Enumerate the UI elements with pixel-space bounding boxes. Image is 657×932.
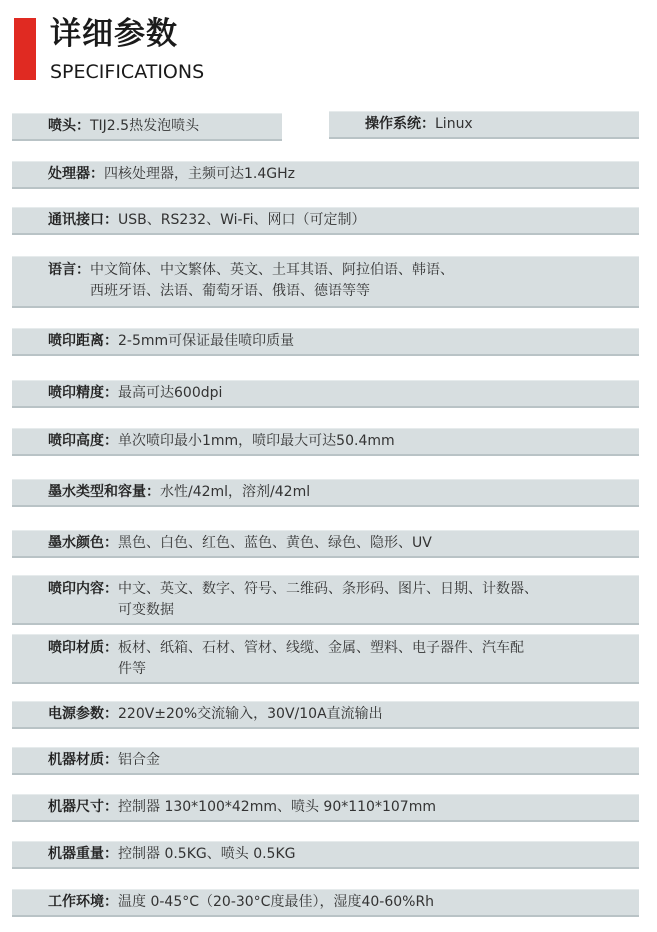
spec-row-environment xyxy=(12,889,639,917)
spec-value: USB、RS232、Wi-Fi、网口（可定制） xyxy=(118,212,366,228)
spec-value-line: 西班牙语、法语、葡萄牙语、俄语、德语等等 xyxy=(90,283,370,299)
spec-value xyxy=(118,579,538,621)
spec-value: 黑色、白色、红色、蓝色、黄色、绿色、隐形、UV xyxy=(118,535,432,551)
spec-label: 机器尺寸： xyxy=(48,799,118,815)
spec-row-language xyxy=(12,256,639,308)
spec-label: 电源参数： xyxy=(48,706,118,722)
spec-value xyxy=(90,260,454,302)
spec-value-line: 可变数据 xyxy=(118,602,174,618)
spec-row-print-precision xyxy=(12,380,639,408)
spec-value: 水性/42ml，溶剂/42ml xyxy=(160,484,311,500)
spec-row-machine-weight xyxy=(12,841,639,869)
spec-row-print-distance xyxy=(12,328,639,356)
spec-row-nozzle xyxy=(12,113,282,141)
spec-row-print-height xyxy=(12,428,639,456)
spec-value: 220V±20%交流输入，30V/10A直流输出 xyxy=(118,706,383,722)
spec-value: 2-5mm可保证最佳喷印质量 xyxy=(118,333,295,349)
spec-value-line: 中文、英文、数字、符号、二维码、条形码、图片、日期、计数器、 xyxy=(118,581,538,597)
spec-label: 墨水颜色： xyxy=(48,535,118,551)
spec-label: 喷印高度： xyxy=(48,433,118,449)
spec-label: 喷印材质： xyxy=(48,640,118,656)
spec-label: 操作系统： xyxy=(365,116,435,132)
spec-value: 四核处理器，主频可达1.4GHz xyxy=(104,166,295,182)
spec-row-machine-material xyxy=(12,747,639,775)
spec-row-interface xyxy=(12,207,639,235)
spec-value: 最高可达600dpi xyxy=(118,385,223,401)
spec-row-print-material xyxy=(12,634,639,684)
spec-value-line: 件等 xyxy=(118,661,146,677)
spec-row-os xyxy=(329,111,639,139)
spec-label: 喷头： xyxy=(48,118,90,134)
spec-row-machine-size xyxy=(12,794,639,822)
spec-label: 通讯接口： xyxy=(48,212,118,228)
spec-value: 控制器 130*100*42mm、喷头 90*110*107mm xyxy=(118,799,436,815)
spec-row-processor xyxy=(12,161,639,189)
page-subtitle: SPECIFICATIONS xyxy=(50,61,205,83)
spec-value: 铝合金 xyxy=(118,752,160,768)
spec-label: 机器重量： xyxy=(48,846,118,862)
spec-label: 喷印内容： xyxy=(48,581,118,597)
spec-label: 处理器： xyxy=(48,166,104,182)
spec-value: 单次喷印最小1mm，喷印最大可达50.4mm xyxy=(118,433,395,449)
spec-row-ink-color xyxy=(12,530,639,558)
spec-value: Linux xyxy=(435,116,473,132)
spec-label: 墨水类型和容量： xyxy=(48,484,160,500)
spec-value: 控制器 0.5KG、喷头 0.5KG xyxy=(118,846,296,862)
spec-row-power xyxy=(12,701,639,729)
spec-value-line: 板材、纸箱、石材、管材、线缆、金属、塑料、电子器件、汽车配 xyxy=(118,640,524,656)
spec-label: 语言： xyxy=(48,262,90,278)
spec-label: 喷印精度： xyxy=(48,385,118,401)
spec-value-line: 中文简体、中文繁体、英文、土耳其语、阿拉伯语、韩语、 xyxy=(90,262,454,278)
spec-row-print-content xyxy=(12,575,639,625)
spec-value: TIJ2.5热发泡喷头 xyxy=(90,118,200,134)
page-title: 详细参数 xyxy=(50,16,178,52)
spec-value: 温度 0-45°C（20-30°C度最佳），湿度40-60%Rh xyxy=(118,894,435,910)
spec-label: 工作环境： xyxy=(48,894,118,910)
spec-label: 机器材质： xyxy=(48,752,118,768)
spec-row-ink-type xyxy=(12,479,639,507)
spec-label: 喷印距离： xyxy=(48,333,118,349)
spec-value xyxy=(118,638,524,680)
